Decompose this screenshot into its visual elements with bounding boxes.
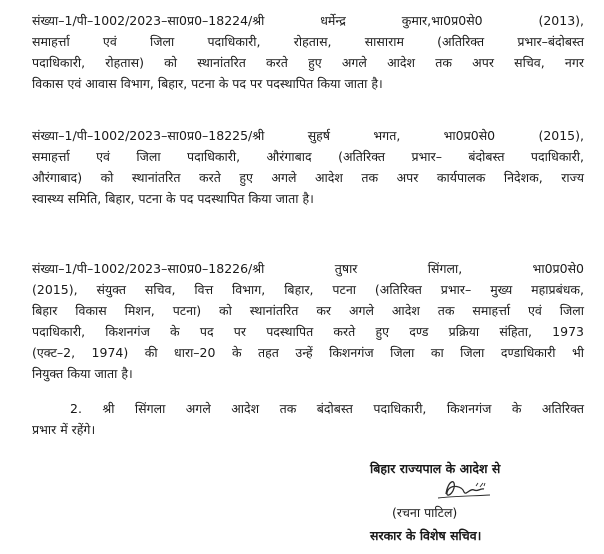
paragraph-line: संख्या–1/पी–1002/2023–सा0प्र0–18224/श्री धर्मेन्द्र कुमार,भा0प्र0से0 (2013),	[32, 13, 584, 28]
paragraph-line: नियुक्त किया जाता है।	[32, 366, 133, 381]
paragraph-line: पदाधिकारी, किशनगंज के पद पर पदस्थापित करते हुए दण्ड प्रक्रिया संहिता, 1973	[32, 324, 584, 339]
paragraph-1	[32, 10, 584, 94]
paragraph-line: विकास एवं आवास विभाग, बिहार, पटना के पद पर पदस्थापित किया जाता है।	[32, 76, 383, 91]
paragraph-line: संख्या–1/पी–1002/2023–सा0प्र0–18226/श्री तुषार सिंगला, भा0प्र0से0	[32, 261, 584, 276]
paragraph-line: संख्या–1/पी–1002/2023–सा0प्र0–18225/श्री सुहर्ष भगत, भा0प्र0से0 (2015),	[32, 128, 584, 143]
handwritten-signature	[418, 474, 504, 508]
paragraph-line: स्वास्थ्य समिति, बिहार, पटना के पद पदस्थापित किया जाता है।	[32, 191, 314, 206]
paragraph-line: (एक्ट–2, 1974) की धारा–20 के तहत उन्हें किशनगंज जिला का जिला दण्डाधिकारी भी	[32, 345, 584, 360]
paragraph-line: पदाधिकारी, रोहतास) को स्थानांतरित करते हुए अगले आदेश तक अपर सचिव, नगर	[32, 55, 584, 70]
paragraph-3	[32, 258, 584, 384]
paragraph-4	[32, 398, 584, 440]
paragraph-line: समाहर्त्ता एवं जिला पदाधिकारी, रोहतास, सासाराम (अतिरिक्त प्रभार–बंदोबस्त	[32, 34, 584, 49]
signatory-name: (रचना पाटिल)	[392, 505, 458, 520]
signatory-designation: सरकार के विशेष सचिव।	[370, 528, 482, 543]
paragraph-line: समाहर्त्ता एवं जिला पदाधिकारी, औरंगाबाद (अतिरिक्त प्रभार– बंदोबस्त पदाधिकारी,	[32, 149, 584, 164]
paragraph-2	[32, 125, 584, 209]
paragraph-line: 2. श्री सिंगला अगले आदेश तक बंदोबस्त पदाधिकारी, किशनगंज के अतिरिक्त	[70, 401, 584, 416]
paragraph-line: (2015), संयुक्त सचिव, वित्त विभाग, बिहार, पटना (अतिरिक्त प्रभार– मुख्य महाप्रबंधक,	[32, 282, 584, 297]
order-authority-line: बिहार राज्यपाल के आदेश से	[370, 461, 501, 476]
paragraph-line: औरंगाबाद) को स्थानांतरित करते हुए अगले आदेश तक अपर कार्यपालक निदेशक, राज्य	[32, 170, 584, 185]
paragraph-line: बिहार विकास मिशन, पटना) को स्थानांतरित कर अगले आदेश तक समाहर्त्ता एवं जिला	[32, 303, 584, 318]
paragraph-line: प्रभार में रहेंगे।	[32, 422, 96, 437]
